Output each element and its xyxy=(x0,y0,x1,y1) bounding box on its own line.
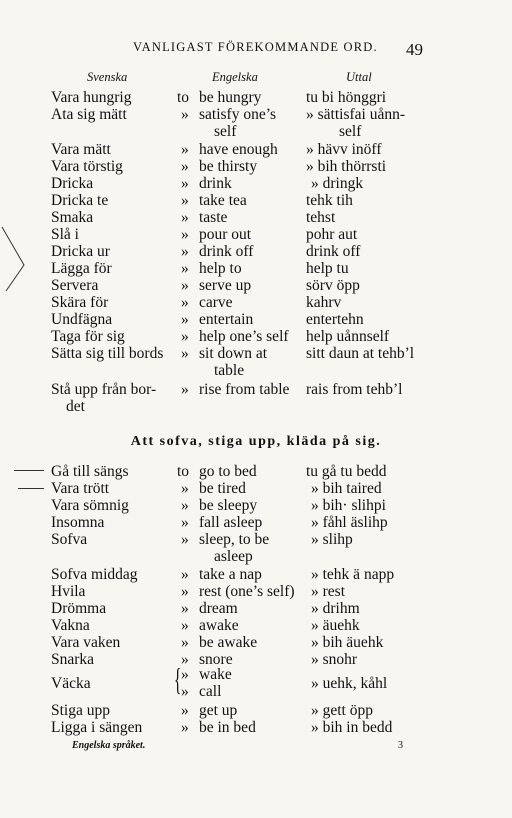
pronunciation: rais from tehb’l xyxy=(306,381,403,398)
section-title: Att sofva, stiga upp, kläda på sig. xyxy=(130,434,382,449)
english-word-alternate: call xyxy=(199,683,222,700)
margin-pencil-line xyxy=(18,488,44,489)
column-header-engelska: Engelska xyxy=(212,70,258,84)
pronunciation: sitt daun at tehb’l xyxy=(306,345,415,362)
ditto-mark: » xyxy=(181,158,189,175)
swedish-word: Snarka xyxy=(51,651,95,668)
english-word: be thirsty xyxy=(199,158,258,175)
swedish-word: Vara hungrig xyxy=(51,89,132,106)
ditto-mark: » xyxy=(181,381,189,398)
row-marker: to xyxy=(177,463,190,480)
english-word: go to bed xyxy=(199,463,257,480)
english-word: rise from table xyxy=(199,381,290,398)
pronunciation: » fåhl äslihp xyxy=(311,514,388,531)
english-word: be tired xyxy=(199,480,246,497)
english-word: rest (one’s self) xyxy=(199,583,295,600)
english-word: drink xyxy=(199,175,232,192)
swedish-word: Hvila xyxy=(51,583,86,600)
pronunciation: tehk tih xyxy=(306,192,353,209)
ditto-mark: » xyxy=(181,209,189,226)
ditto-mark: » xyxy=(181,106,189,123)
english-word: be awake xyxy=(199,634,258,651)
swedish-word: Dricka xyxy=(51,175,94,192)
english-word: help to xyxy=(199,260,242,277)
english-word: drink off xyxy=(199,243,254,260)
swedish-word: Lägga för xyxy=(51,260,112,277)
swedish-word: Skära för xyxy=(51,294,109,311)
english-word: pour out xyxy=(199,226,252,243)
swedish-word: Ligga i sängen xyxy=(51,719,143,736)
english-word-continuation: table xyxy=(214,362,245,379)
column-header-uttal: Uttal xyxy=(346,70,372,84)
pronunciation: tu bi hönggri xyxy=(306,89,387,106)
pronunciation: entertehn xyxy=(306,311,364,328)
english-word: be sleepy xyxy=(199,497,258,514)
english-word: take a nap xyxy=(199,566,262,583)
swedish-word: Drömma xyxy=(51,600,107,617)
swedish-word: Ata sig mätt xyxy=(51,106,127,123)
pronunciation: » bih taired xyxy=(311,480,382,497)
row-marker: to xyxy=(177,89,190,106)
ditto-mark: » xyxy=(181,226,189,243)
page-number: 49 xyxy=(406,40,423,59)
english-word: help one’s self xyxy=(199,328,289,345)
english-word: wake xyxy=(199,666,232,683)
pronunciation: » bih· slihpi xyxy=(311,497,386,514)
pronunciation: kahrv xyxy=(306,294,342,311)
column-header-svenska: Svenska xyxy=(87,70,128,84)
ditto-mark: » xyxy=(181,328,189,345)
swedish-word: Vara vaken xyxy=(51,634,121,651)
ditto-mark: » xyxy=(181,583,189,600)
english-word: awake xyxy=(199,617,239,634)
margin-pencil-mark xyxy=(0,225,30,295)
english-word: serve up xyxy=(199,277,252,294)
ditto-mark: » xyxy=(181,243,189,260)
pronunciation: help tu xyxy=(306,260,349,277)
swedish-word: Sofva xyxy=(51,531,88,548)
swedish-word: Vakna xyxy=(51,617,90,634)
english-word: sit down at xyxy=(199,345,268,362)
swedish-word-continuation: det xyxy=(66,398,85,415)
english-word: be in bed xyxy=(199,719,256,736)
ditto-mark: » xyxy=(181,683,189,700)
ditto-mark: » xyxy=(181,719,189,736)
ditto-mark: » xyxy=(181,277,189,294)
margin-pencil-line xyxy=(14,470,44,471)
ditto-mark: » xyxy=(181,666,189,683)
swedish-word: Insomna xyxy=(51,514,105,531)
swedish-word: Stå upp från bor- xyxy=(51,381,157,398)
ditto-mark: » xyxy=(181,514,189,531)
pronunciation: » bih thörrsti xyxy=(306,158,387,175)
pronunciation: » bih in bedd xyxy=(311,719,393,736)
swedish-word: Vara sömnig xyxy=(51,497,129,514)
english-word: be hungry xyxy=(199,89,262,106)
english-word: entertain xyxy=(199,311,254,328)
ditto-mark: » xyxy=(181,702,189,719)
footer-signature-number: 3 xyxy=(398,740,403,751)
swedish-word: Undfägna xyxy=(51,311,113,328)
ditto-mark: » xyxy=(181,566,189,583)
ditto-mark: » xyxy=(181,651,189,668)
ditto-mark: » xyxy=(181,294,189,311)
swedish-word: Sofva middag xyxy=(51,566,138,583)
swedish-word: Smaka xyxy=(51,209,94,226)
english-word: snore xyxy=(199,651,233,668)
english-word: carve xyxy=(199,294,233,311)
pronunciation: help uånnself xyxy=(306,328,390,345)
swedish-word: Väcka xyxy=(51,675,91,692)
pronunciation: » snohr xyxy=(311,651,358,668)
ditto-mark: » xyxy=(181,141,189,158)
swedish-word: Servera xyxy=(51,277,99,294)
pronunciation: » sättisfai uånn- xyxy=(306,106,406,123)
pronunciation: » bih äuehk xyxy=(311,634,384,651)
pronunciation: » uehk, kåhl xyxy=(311,675,388,692)
ditto-mark: » xyxy=(181,600,189,617)
english-word: satisfy one’s xyxy=(199,106,277,123)
ditto-mark: » xyxy=(181,175,189,192)
ditto-mark: » xyxy=(181,311,189,328)
ditto-mark: » xyxy=(181,617,189,634)
pronunciation: » äuehk xyxy=(311,617,360,634)
pronunciation: pohr aut xyxy=(306,226,358,243)
pronunciation: » slihp xyxy=(311,531,353,548)
pronunciation: drink off xyxy=(306,243,361,260)
running-head: VANLIGAST FÖREKOMMANDE ORD. xyxy=(133,40,378,54)
ditto-mark: » xyxy=(181,192,189,209)
pronunciation: » tehk ä napp xyxy=(311,566,395,583)
pronunciation: sörv öpp xyxy=(306,277,360,294)
pronunciation-continuation: self xyxy=(339,123,362,140)
ditto-mark: » xyxy=(181,497,189,514)
swedish-word: Stiga upp xyxy=(51,702,110,719)
ditto-mark: » xyxy=(181,480,189,497)
pronunciation: » drihm xyxy=(311,600,360,617)
english-word: take tea xyxy=(199,192,247,209)
pronunciation: » gett öpp xyxy=(311,702,373,719)
footer-signature: Engelska språket. xyxy=(72,740,146,751)
english-word: taste xyxy=(199,209,228,226)
swedish-word: Vara mätt xyxy=(51,141,111,158)
ditto-mark: » xyxy=(181,634,189,651)
pronunciation: » dringk xyxy=(311,175,364,192)
pronunciation: tehst xyxy=(306,209,336,226)
swedish-word: Dricka te xyxy=(51,192,109,209)
ditto-mark: » xyxy=(181,260,189,277)
ditto-mark: » xyxy=(181,531,189,548)
pronunciation: » rest xyxy=(311,583,346,600)
english-word: fall asleep xyxy=(199,514,263,531)
pronunciation: » hävv inöff xyxy=(306,141,382,158)
english-word: get up xyxy=(199,702,238,719)
swedish-word: Vara törstig xyxy=(51,158,123,175)
swedish-word: Taga för sig xyxy=(51,328,125,345)
english-word: have enough xyxy=(199,141,278,158)
english-word-continuation: self xyxy=(214,123,237,140)
swedish-word: Dricka ur xyxy=(51,243,110,260)
swedish-word: Gå till sängs xyxy=(51,463,129,480)
swedish-word: Sätta sig till bords xyxy=(51,345,164,362)
english-word-continuation: asleep xyxy=(214,548,253,565)
pronunciation: tu gå tu bedd xyxy=(306,463,387,480)
swedish-word: Vara trött xyxy=(51,480,110,497)
ditto-mark: » xyxy=(181,345,189,362)
swedish-word: Slå i xyxy=(51,226,79,243)
brace-mark: { xyxy=(173,661,182,697)
english-word: sleep, to be xyxy=(199,531,270,548)
english-word: dream xyxy=(199,600,238,617)
